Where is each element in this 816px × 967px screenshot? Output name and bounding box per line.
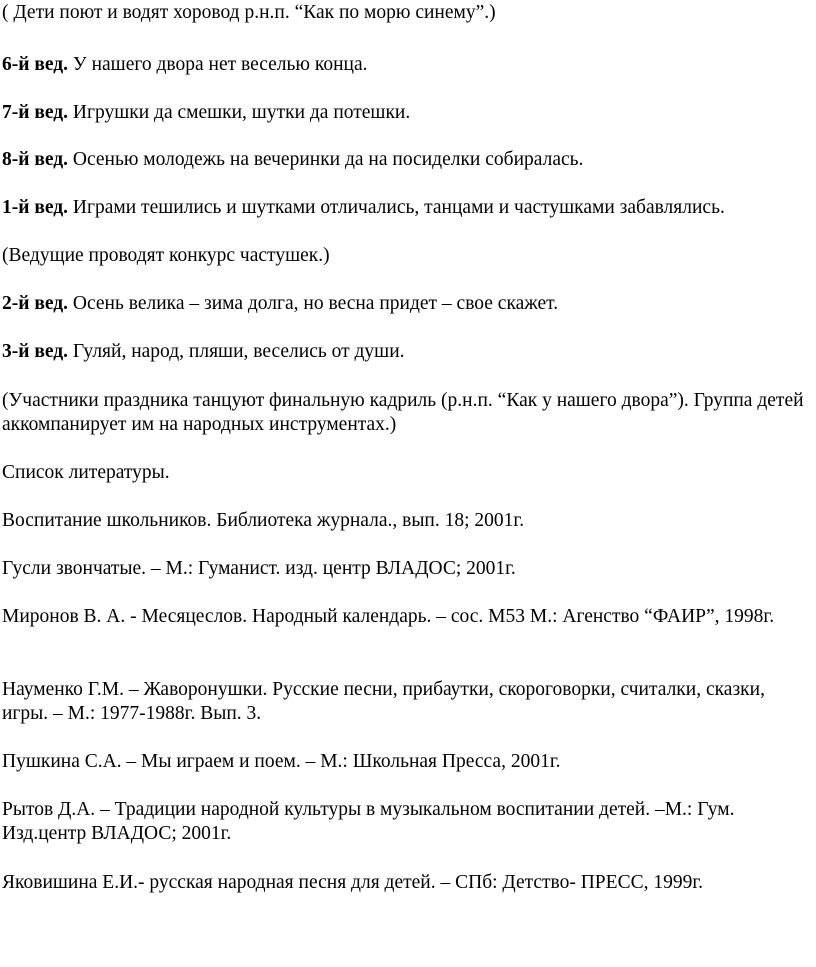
line-7th-host	[2, 101, 808, 125]
line-text: Играми тешились и шутками отличались, танцами и частушками забавлялись.	[68, 197, 725, 218]
line-2nd-host	[2, 292, 808, 316]
speaker-label: 1-й вед.	[2, 197, 69, 218]
line-3rd-host	[2, 340, 808, 364]
bibliography-entry: Гусли звончатые. – М.: Гуманист. изд. центр ВЛАДОС; 2001г.	[2, 558, 516, 579]
line-text: Игрушки да смешки, шутки да потешки.	[68, 102, 411, 123]
line-text: Осень велика – зима долга, но весна придет – свое скажет.	[68, 293, 559, 314]
line-1st-host	[2, 196, 808, 220]
bibliography-entry: Воспитание школьников. Библиотека журнала., вып. 18; 2001г.	[2, 510, 525, 531]
line-text: Гуляй, народ, пляши, веселись от души.	[68, 341, 405, 362]
stage-direction-khorovod: ( Дети поют и водят хоровод р.н.п. “Как по морю синему”.)	[2, 2, 496, 23]
bibliography-entry: Пушкина С.А. – Мы играем и поем. – М.: Школьная Пресса, 2001г.	[2, 751, 561, 772]
speaker-label: 3-й вед.	[2, 341, 69, 362]
speaker-label: 6-й вед.	[2, 54, 69, 75]
bibliography-heading: Список литературы.	[2, 462, 170, 483]
line-text: Осенью молодежь на вечеринки да на посиделки собиралась.	[68, 149, 584, 170]
line-text: У нашего двора нет веселью конца.	[68, 54, 368, 75]
line-8th-host	[2, 148, 808, 172]
bibliography-entry: Яковишина Е.И.- русская народная песня для детей. – СПб: Детство- ПРЕСС, 1999г.	[2, 872, 704, 893]
stage-direction-kadril: (Участники праздника танцуют финальную кадриль (р.н.п. “Как у нашего двора”). Группа детей аккомпанирует им на народных инструментах.)	[2, 390, 804, 435]
bibliography-entry: Рытов Д.А. – Традиции народной культуры в музыкальном воспитании детей. –М.: Гум. Изд.центр ВЛАДОС; 2001г.	[2, 799, 735, 844]
bibliography-entry: Науменко Г.М. – Жаворонушки. Русские песни, прибаутки, скороговорки, считалки, сказки, игры. – М.: 1977-1988г. Вып. 3.	[2, 679, 765, 724]
speaker-label: 8-й вед.	[2, 149, 69, 170]
bibliography-entry: Миронов В. А. - Месяцеслов. Народный календарь. – сос. М53 М.: Агенство “ФАИР”, 1998г.	[2, 606, 775, 627]
speaker-label: 2-й вед.	[2, 293, 69, 314]
stage-direction-chastushki: (Ведущие проводят конкурс частушек.)	[2, 245, 330, 266]
speaker-label: 7-й вед.	[2, 102, 69, 123]
line-6th-host	[2, 53, 808, 77]
